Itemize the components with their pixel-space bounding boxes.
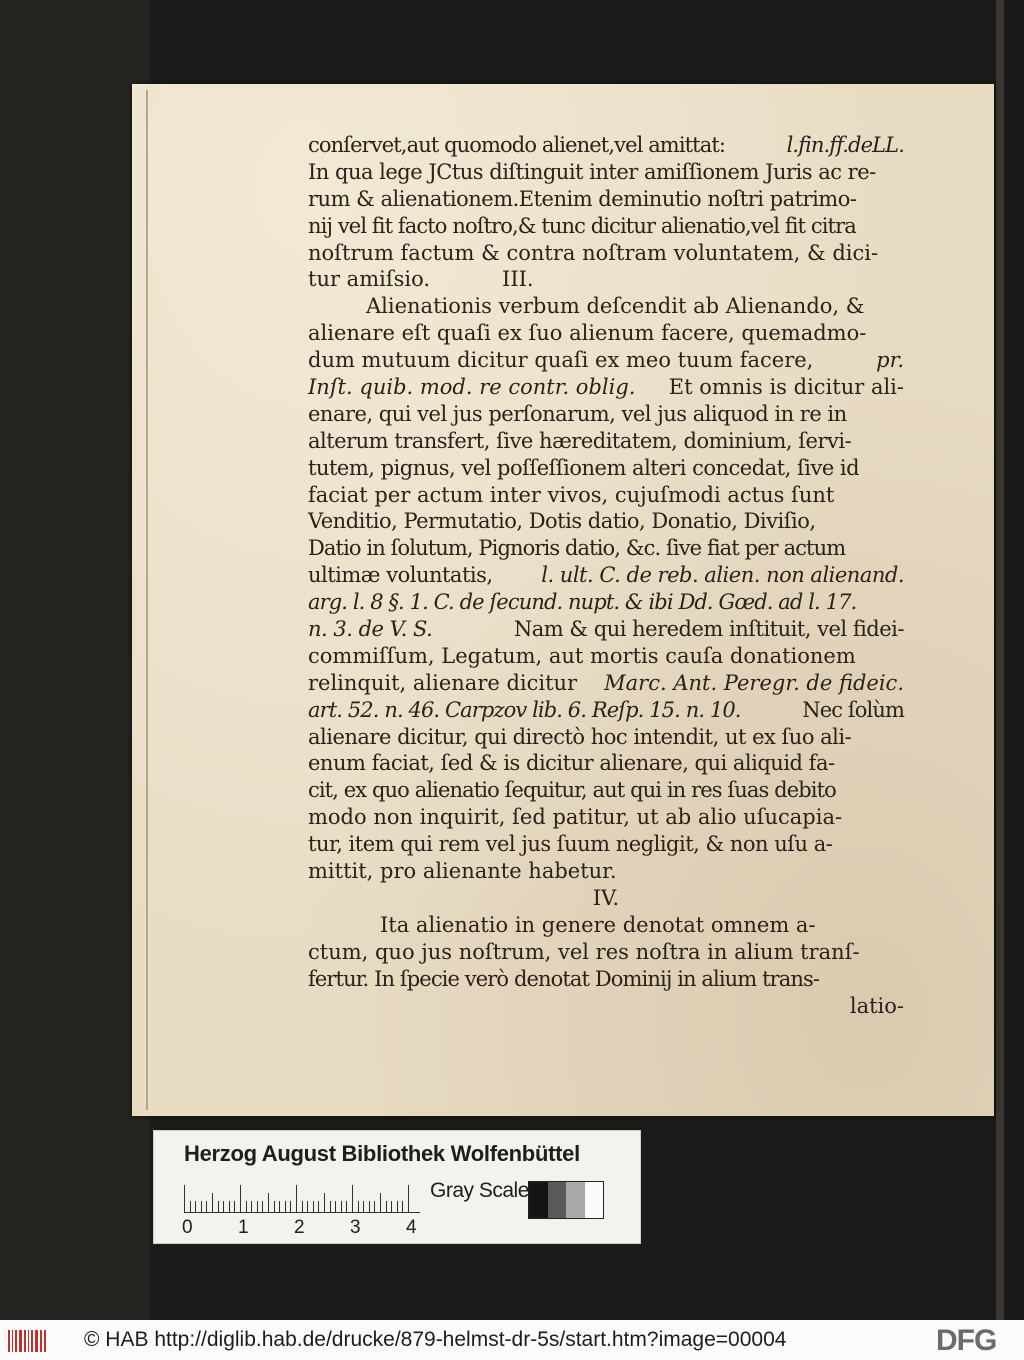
ruler-tick (296, 1185, 297, 1213)
ruler-tick (279, 1201, 280, 1213)
footer-bar (0, 1320, 1024, 1360)
section-heading: IV. (592, 885, 620, 910)
text-line: Venditio, Permutatio, Dotis datio, Donatio, Diviſio, (308, 509, 816, 534)
ruler-tick (246, 1201, 247, 1213)
text-line: alienare dicitur, qui directò hoc intendit, ut ex ſuo ali- (308, 724, 852, 749)
ruler-tick (223, 1201, 224, 1213)
scan-background-left (0, 0, 150, 1320)
ruler-tick (369, 1201, 370, 1213)
text-line: enare, qui vel jus perſonarum, vel jus aliquod in re in (308, 401, 847, 426)
ruler-tick (307, 1201, 308, 1213)
text-line: rum & alienationem.Etenim deminutio noſtri patrimo- (308, 186, 857, 211)
ruler-tick (195, 1201, 196, 1213)
text-line: tur amiſsio. III. (308, 267, 534, 292)
text-line: modo non inquirit, ſed patitur, ut ab alio uſucapia- (308, 805, 843, 830)
text-line: n. 3. de V. S. Nam & qui heredem inſtituit, vel fidei- (308, 617, 904, 642)
ruler-tick (234, 1201, 235, 1213)
text-line: In qua lege JCtus diſtinguit inter amiſſionem Juris ac re- (308, 159, 876, 184)
ruler-number: 1 (238, 1217, 249, 1238)
text-line: commiſſum, Legatum, aut mortis cauſa donationem (308, 643, 856, 668)
ruler-number: 4 (406, 1217, 417, 1238)
ruler-tick (290, 1201, 291, 1213)
copyright-link[interactable]: © HAB http://diglib.hab.de/drucke/879-helmst-dr-5s/start.htm?image=00004 (84, 1328, 787, 1351)
text-line: noſtrum factum & contra noſtram voluntatem, & dici- (308, 240, 879, 265)
ruler-tick (229, 1201, 230, 1213)
library-color-bar-card (153, 1130, 641, 1244)
catchword: latio- (849, 993, 904, 1018)
barcode-icon (8, 1330, 48, 1352)
ruler-tick (324, 1193, 325, 1213)
text-line: relinquit, alienare dicitur Marc. Ant. Peregr. de fideic. (308, 670, 904, 695)
ruler-tick (408, 1185, 409, 1213)
text-line: arg. l. 8 §. 1. C. de ſecund. nupt. & ibi Dd. Gœd. ad l. 17. (308, 590, 857, 615)
text-line: mittit, pro alienante habetur. (308, 859, 617, 884)
text-line: faciat per actum inter vivos, cujuſmodi actus ſunt (308, 482, 835, 507)
ruler-tick (313, 1201, 314, 1213)
page-gutter-edge (146, 90, 148, 1110)
ruler-tick (184, 1185, 185, 1213)
ruler-tick (397, 1201, 398, 1213)
text-line: Alienationis verbum deſcendit ab Alienando, & (366, 294, 865, 319)
ruler-tick (206, 1201, 207, 1213)
text-line: cit, ex quo alienatio ſequitur, aut qui in res ſuas debito (308, 778, 836, 803)
ruler-tick (268, 1193, 269, 1213)
ruler-tick (285, 1201, 286, 1213)
ruler-tick (302, 1201, 303, 1213)
text-line: alienare eſt quaſi ex ſuo alienum facere, quemadmo- (308, 321, 867, 346)
text-line: tur, item qui rem vel jus ſuum negligit, & non uſu a- (308, 832, 833, 857)
section-number: III. (502, 267, 534, 292)
ruler-tick (358, 1201, 359, 1213)
dfg-logo: DFG (936, 1324, 997, 1357)
text-line: Inſt. quib. mod. re contr. oblig. Et omnis is dicitur ali- (308, 375, 904, 400)
ruler-tick (363, 1201, 364, 1213)
text-line: conſervet,aut quomodo alienet,vel amittat: l.fin.ff.deLL. (308, 133, 904, 157)
gray-scale-label: Gray Scale (430, 1179, 529, 1202)
ruler-tick (318, 1201, 319, 1213)
ruler-tick (402, 1201, 403, 1213)
ruler-tick (352, 1185, 353, 1213)
ruler-tick (330, 1201, 331, 1213)
ruler-tick (240, 1185, 241, 1213)
ruler-tick (386, 1201, 387, 1213)
ruler-tick (380, 1193, 381, 1213)
text-line: enum faciat, ſed & is dicitur alienare, qui aliquid fa- (308, 751, 835, 776)
text-line: Ita alienatio in genere denotat omnem a- (380, 912, 816, 937)
text-line: alterum transfert, ſive hæreditatem, dominium, ſervi- (308, 428, 852, 453)
ruler-tick (341, 1201, 342, 1213)
text-line: dum mutuum dicitur quaſi ex meo tuum facere, pr. (308, 348, 904, 373)
ruler-tick (374, 1201, 375, 1213)
measurement-ruler (184, 1183, 420, 1213)
binding-strip (996, 0, 1004, 1320)
ruler-tick (251, 1201, 252, 1213)
text-line: art. 52. n. 46. Carpzov lib. 6. Reſp. 15. n. 10. Nec ſolùm (308, 697, 904, 722)
ruler-numbers (178, 1217, 438, 1239)
ruler-tick (335, 1201, 336, 1213)
page-text-block (308, 132, 904, 1019)
library-name: Herzog August Bibliothek Wolfenbüttel (184, 1141, 580, 1166)
text-line: ctum, quo jus noſtrum, vel res noſtra in alium tranſ- (308, 939, 860, 964)
ruler-number: 3 (350, 1217, 361, 1238)
ruler-tick (212, 1193, 213, 1213)
ruler-tick (346, 1201, 347, 1213)
text-line: ultimæ voluntatis, l. ult. C. de reb. alien. non alienand. (308, 563, 904, 588)
text-line: Datio in ſolutum, Pignoris datio, &c. ſive fiat per actum (308, 536, 846, 561)
ruler-tick (274, 1201, 275, 1213)
ruler-tick (257, 1201, 258, 1213)
ruler-tick (201, 1201, 202, 1213)
ruler-number: 0 (182, 1217, 193, 1238)
ruler-tick (190, 1201, 191, 1213)
ruler-tick (218, 1201, 219, 1213)
text-line: tutem, pignus, vel poſſeſſionem alteri concedat, ſive id (308, 455, 860, 480)
gray-scale-swatches (528, 1181, 604, 1219)
text-line: fertur. In ſpecie verò denotat Dominij in alium trans- (308, 966, 820, 991)
ruler-tick (391, 1201, 392, 1213)
ruler-number: 2 (294, 1217, 305, 1238)
text-line: nij vel fit facto noſtro,& tunc dicitur alienatio,vel fit citra (308, 213, 856, 238)
ruler-tick (262, 1201, 263, 1213)
